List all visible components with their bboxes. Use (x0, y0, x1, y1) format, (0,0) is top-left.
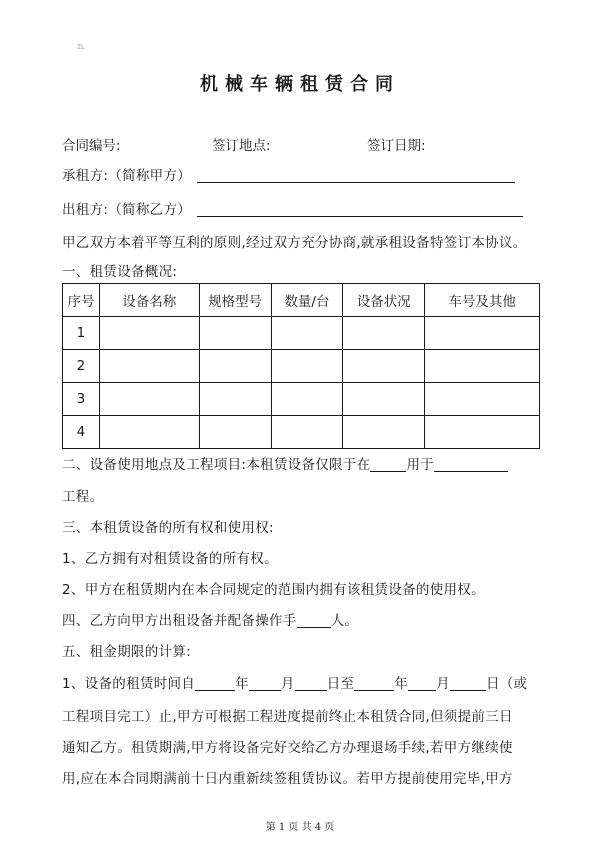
section-4-text-b: 人。 (330, 613, 359, 629)
section-5-heading: 五、租金期限的计算: (62, 644, 192, 660)
day-to-label: 日至 (326, 676, 355, 692)
row-index: 4 (63, 416, 100, 449)
row-index: 2 (63, 350, 100, 383)
item-5-1-line-2: 工程项目完工）止,甲方可根据工程进度提前终止本租赁合同,但须提前三日 (62, 709, 513, 725)
equipment-table (62, 283, 540, 449)
item-3-2: 2、甲方在租赁期内在本合同规定的范围内拥有该租赁设备的使用权。 (62, 582, 485, 598)
end-year-blank (354, 676, 394, 691)
section-2-text-a: 二、设备使用地点及工程项目:本租赁设备仅限于在 (62, 457, 371, 473)
year-label: 年 (235, 676, 249, 692)
table-cell (199, 383, 271, 416)
table-cell (199, 317, 271, 350)
lessee-label: 承租方:（简称甲方） (62, 168, 192, 184)
header-quantity: 数量/台 (271, 284, 343, 317)
operator-count-blank (297, 613, 331, 628)
item-3-1: 1、乙方拥有对租赁设备的所有权。 (62, 551, 278, 567)
section-2-line (62, 453, 508, 473)
table-cell (343, 350, 425, 383)
section-2-text-b: 用于 (406, 457, 435, 473)
month-label: 月 (280, 676, 295, 692)
sign-date-label: 签订日期: (367, 138, 426, 154)
table-cell (99, 416, 199, 449)
lessor-line (62, 198, 523, 218)
start-month-blank (249, 676, 281, 691)
item-5-1-line-4: 用,应在本合同期满前十日内重新续签租赁协议。若甲方提前使用完毕,甲方 (62, 771, 513, 787)
year-label: 年 (394, 676, 409, 692)
rental-period-text: 1、设备的租赁时间自 (62, 676, 196, 692)
section-3-heading: 三、本租赁设备的所有权和使用权: (62, 520, 274, 536)
table-cell (199, 350, 271, 383)
section-1-heading: 一、租赁设备概况: (62, 264, 178, 280)
header-equipment-name: 设备名称 (99, 284, 199, 317)
section-2-continuation: 工程。 (62, 489, 104, 505)
day-end-label: 日（或 (485, 676, 528, 692)
table-row (63, 350, 540, 383)
table-cell (343, 383, 425, 416)
table-cell (343, 416, 425, 449)
table-cell (271, 317, 343, 350)
table-cell (271, 383, 343, 416)
table-cell (271, 416, 343, 449)
header-plate-other: 车号及其他 (425, 284, 540, 317)
lessor-label: 出租方:（简称乙方） (62, 202, 192, 218)
month-label: 月 (436, 676, 450, 692)
table-row (63, 317, 540, 350)
table-row (63, 383, 540, 416)
lessee-blank (197, 168, 515, 183)
table-cell (199, 416, 271, 449)
lessor-blank (197, 202, 523, 217)
location-blank (370, 457, 406, 472)
table-header-row (63, 284, 540, 317)
section-4-text-a: 四、乙方向甲方出租设备并配备操作手 (62, 613, 297, 629)
table-cell (425, 416, 540, 449)
table-cell (99, 350, 199, 383)
start-day-blank (295, 676, 327, 691)
table-cell (99, 317, 199, 350)
table-cell (425, 350, 540, 383)
table-cell (425, 317, 540, 350)
row-index: 1 (63, 317, 100, 350)
sign-place-label: 签订地点: (212, 138, 271, 154)
page-number-footer: 第 1 页 共 4 页 (265, 822, 335, 833)
item-5-1-line-1 (62, 672, 527, 692)
intro-text: 甲乙双方本着平等互利的原则,经过双方充分协商,就承租设备特签订本协议。 (62, 235, 527, 251)
lessee-line (62, 164, 515, 184)
end-day-blank (450, 676, 486, 691)
end-month-blank (408, 676, 436, 691)
start-year-blank (195, 676, 235, 691)
header-model: 规格型号 (199, 284, 271, 317)
row-index: 3 (63, 383, 100, 416)
page-title: 机械车辆租赁合同 (200, 74, 400, 95)
corner-mark: ZL (77, 44, 85, 51)
item-5-1-line-3: 通知乙方。租赁期满,甲方将设备完好交给乙方办理退场手续,若甲方继续使 (62, 740, 513, 756)
table-cell (343, 317, 425, 350)
header-condition: 设备状况 (343, 284, 425, 317)
table-cell (271, 350, 343, 383)
table-row (63, 416, 540, 449)
project-blank (434, 457, 508, 472)
table-cell (99, 383, 199, 416)
contract-number-label: 合同编号: (62, 138, 121, 154)
section-4-line (62, 609, 358, 629)
header-index: 序号 (63, 284, 100, 317)
table-cell (425, 383, 540, 416)
